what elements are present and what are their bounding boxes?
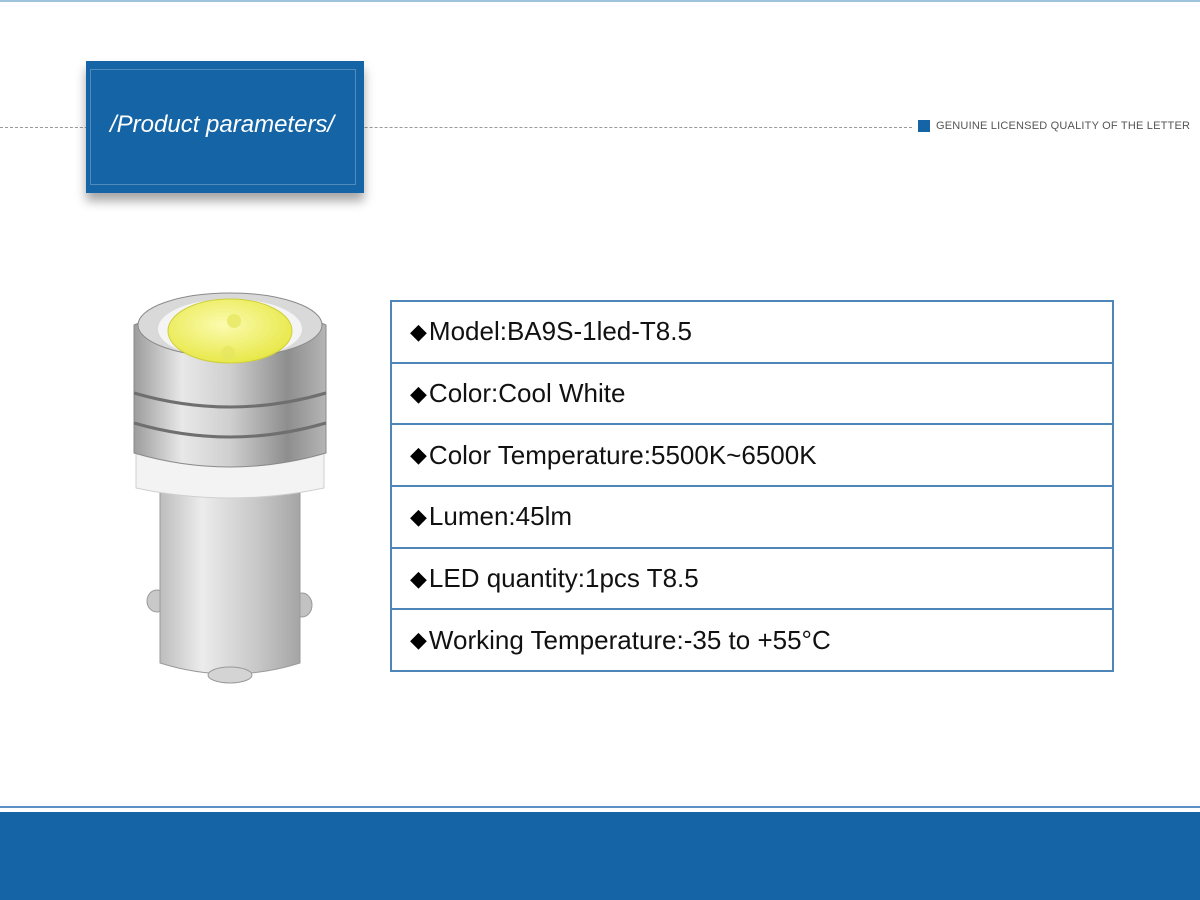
spec-text: Lumen:45lm	[428, 501, 572, 532]
spec-text: Model:BA9S-1led-T8.5	[428, 316, 692, 347]
led-bulb-image	[130, 283, 330, 688]
top-rule	[0, 0, 1200, 2]
spec-row-led-quantity	[392, 549, 1112, 611]
diamond-icon: ◆	[410, 442, 427, 468]
spec-text: LED quantity:1pcs T8.5	[428, 563, 699, 594]
section-title-box	[86, 61, 364, 193]
tagline-text: GENUINE LICENSED QUALITY OF THE LETTER	[936, 120, 1191, 132]
section-title: /Product parameters/	[110, 111, 335, 138]
spec-text: Color:Cool White	[428, 378, 626, 409]
square-icon	[918, 120, 930, 132]
spec-row-lumen	[392, 487, 1112, 549]
spec-text: Working Temperature:-35 to +55°C	[428, 624, 831, 655]
spec-row-color-temperature	[392, 425, 1112, 487]
spec-text: Color Temperature:5500K~6500K	[428, 439, 817, 470]
footer-band	[0, 812, 1200, 900]
footer-rule	[0, 806, 1200, 808]
spec-row-model	[392, 302, 1112, 364]
tagline	[918, 120, 1190, 132]
diamond-icon: ◆	[410, 565, 427, 591]
spec-table	[390, 300, 1114, 672]
diamond-icon: ◆	[410, 503, 427, 529]
diamond-icon: ◆	[410, 380, 427, 406]
diamond-icon: ◆	[410, 318, 427, 344]
spec-row-color	[392, 364, 1112, 426]
spec-row-working-temperature	[392, 610, 1112, 672]
diamond-icon: ◆	[410, 627, 427, 653]
